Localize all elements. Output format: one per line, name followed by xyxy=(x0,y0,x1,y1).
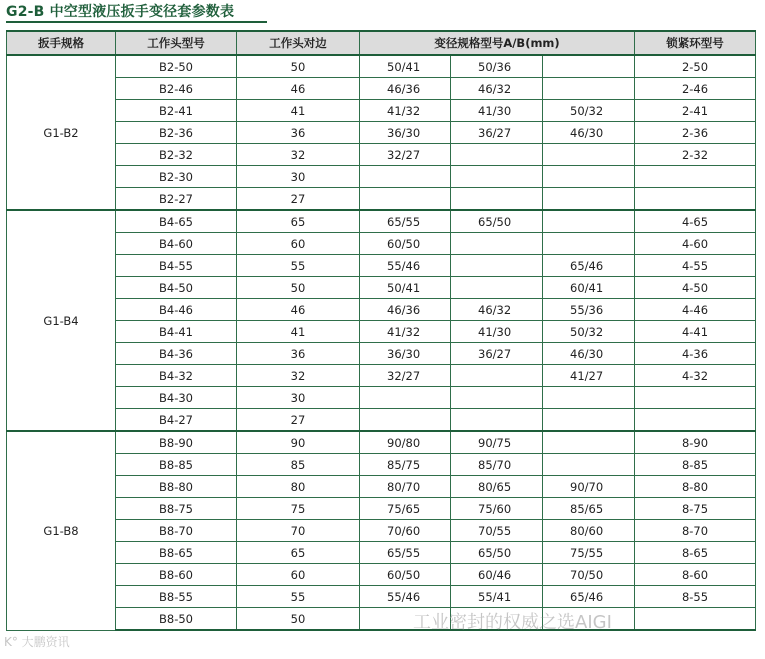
table-row xyxy=(7,188,756,211)
reducer-a-cell xyxy=(360,188,451,211)
reducer-b-cell: 70/55 xyxy=(451,520,543,542)
head-size-cell: 46 xyxy=(237,299,360,321)
spec-table xyxy=(6,30,756,631)
lock-ring-cell: 4-41 xyxy=(635,321,756,343)
reducer-c-cell: 60/41 xyxy=(543,277,635,299)
head-model-cell: B8-55 xyxy=(116,586,237,608)
reducer-a-cell: 85/75 xyxy=(360,454,451,476)
table-row xyxy=(7,520,756,542)
table-row xyxy=(7,564,756,586)
reducer-b-cell xyxy=(451,277,543,299)
head-size-cell: 41 xyxy=(237,100,360,122)
reducer-a-cell: 65/55 xyxy=(360,542,451,564)
table-row xyxy=(7,498,756,520)
lock-ring-cell xyxy=(635,188,756,211)
table-row xyxy=(7,542,756,564)
head-model-cell: B8-75 xyxy=(116,498,237,520)
head-model-cell: B4-36 xyxy=(116,343,237,365)
reducer-c-cell xyxy=(543,409,635,432)
reducer-b-cell: 65/50 xyxy=(451,210,543,233)
reducer-c-cell: 50/32 xyxy=(543,321,635,343)
lock-ring-cell xyxy=(635,608,756,631)
reducer-c-cell xyxy=(543,431,635,454)
table-row xyxy=(7,343,756,365)
reducer-b-cell: 41/30 xyxy=(451,100,543,122)
reducer-a-cell: 36/30 xyxy=(360,122,451,144)
table-header-row xyxy=(7,31,756,55)
reducer-b-cell: 75/60 xyxy=(451,498,543,520)
head-size-cell: 36 xyxy=(237,343,360,365)
head-size-cell: 80 xyxy=(237,476,360,498)
head-model-cell: B2-36 xyxy=(116,122,237,144)
lock-ring-cell xyxy=(635,166,756,188)
lock-ring-cell: 4-65 xyxy=(635,210,756,233)
reducer-a-cell: 55/46 xyxy=(360,255,451,277)
head-size-cell: 65 xyxy=(237,542,360,564)
reducer-c-cell xyxy=(543,188,635,211)
reducer-b-cell: 65/50 xyxy=(451,542,543,564)
lock-ring-cell: 8-60 xyxy=(635,564,756,586)
header-reducer-spec: 变径规格型号A/B(mm) xyxy=(360,31,635,55)
reducer-c-cell xyxy=(543,144,635,166)
reducer-b-cell xyxy=(451,233,543,255)
table-row xyxy=(7,365,756,387)
reducer-b-cell: 55/41 xyxy=(451,586,543,608)
lock-ring-cell: 4-46 xyxy=(635,299,756,321)
wrench-spec-cell: G1-B8 xyxy=(7,431,116,630)
table-row xyxy=(7,144,756,166)
lock-ring-cell: 2-41 xyxy=(635,100,756,122)
watermark-left: K° 大鹏资讯 xyxy=(4,635,70,649)
head-size-cell: 41 xyxy=(237,321,360,343)
head-model-cell: B2-32 xyxy=(116,144,237,166)
table-row xyxy=(7,122,756,144)
reducer-a-cell: 32/27 xyxy=(360,144,451,166)
table-row xyxy=(7,454,756,476)
head-model-cell: B4-60 xyxy=(116,233,237,255)
reducer-a-cell: 50/41 xyxy=(360,55,451,78)
reducer-a-cell: 55/46 xyxy=(360,586,451,608)
title-underline xyxy=(6,21,267,23)
reducer-c-cell: 55/36 xyxy=(543,299,635,321)
head-model-cell: B8-85 xyxy=(116,454,237,476)
reducer-c-cell: 85/65 xyxy=(543,498,635,520)
reducer-a-cell: 46/36 xyxy=(360,78,451,100)
head-model-cell: B4-30 xyxy=(116,387,237,409)
reducer-c-cell: 50/32 xyxy=(543,100,635,122)
reducer-b-cell: 50/36 xyxy=(451,55,543,78)
reducer-a-cell: 60/50 xyxy=(360,233,451,255)
head-model-cell: B2-41 xyxy=(116,100,237,122)
lock-ring-cell: 8-55 xyxy=(635,586,756,608)
reducer-c-cell xyxy=(543,55,635,78)
lock-ring-cell: 8-90 xyxy=(635,431,756,454)
lock-ring-cell: 8-75 xyxy=(635,498,756,520)
table-row xyxy=(7,586,756,608)
reducer-b-cell: 36/27 xyxy=(451,122,543,144)
reducer-a-cell: 65/55 xyxy=(360,210,451,233)
lock-ring-cell xyxy=(635,409,756,432)
head-model-cell: B2-46 xyxy=(116,78,237,100)
head-size-cell: 27 xyxy=(237,188,360,211)
reducer-b-cell: 41/30 xyxy=(451,321,543,343)
header-lock-ring: 锁紧环型号 xyxy=(635,31,756,55)
reducer-b-cell: 46/32 xyxy=(451,78,543,100)
reducer-c-cell xyxy=(543,210,635,233)
head-model-cell: B2-30 xyxy=(116,166,237,188)
lock-ring-cell: 4-60 xyxy=(635,233,756,255)
reducer-c-cell xyxy=(543,454,635,476)
table-row xyxy=(7,608,756,631)
table-row xyxy=(7,431,756,454)
head-model-cell: B8-80 xyxy=(116,476,237,498)
lock-ring-cell: 8-70 xyxy=(635,520,756,542)
head-size-cell: 50 xyxy=(237,55,360,78)
head-size-cell: 75 xyxy=(237,498,360,520)
reducer-a-cell xyxy=(360,409,451,432)
head-size-cell: 27 xyxy=(237,409,360,432)
reducer-a-cell xyxy=(360,387,451,409)
lock-ring-cell: 2-36 xyxy=(635,122,756,144)
head-model-cell: B8-70 xyxy=(116,520,237,542)
head-size-cell: 90 xyxy=(237,431,360,454)
lock-ring-cell: 8-65 xyxy=(635,542,756,564)
table-row xyxy=(7,210,756,233)
reducer-b-cell: 46/32 xyxy=(451,299,543,321)
head-model-cell: B2-50 xyxy=(116,55,237,78)
head-size-cell: 50 xyxy=(237,608,360,631)
lock-ring-cell: 4-50 xyxy=(635,277,756,299)
head-model-cell: B4-55 xyxy=(116,255,237,277)
head-size-cell: 55 xyxy=(237,586,360,608)
lock-ring-cell xyxy=(635,387,756,409)
head-size-cell: 60 xyxy=(237,564,360,586)
head-model-cell: B4-27 xyxy=(116,409,237,432)
head-model-cell: B8-50 xyxy=(116,608,237,631)
reducer-c-cell xyxy=(543,233,635,255)
reducer-c-cell: 90/70 xyxy=(543,476,635,498)
head-size-cell: 46 xyxy=(237,78,360,100)
lock-ring-cell: 4-55 xyxy=(635,255,756,277)
watermark-right: 工业密封的权威之选AIGI xyxy=(413,612,612,633)
head-size-cell: 30 xyxy=(237,166,360,188)
reducer-b-cell xyxy=(451,387,543,409)
table-row xyxy=(7,255,756,277)
reducer-a-cell: 46/36 xyxy=(360,299,451,321)
lock-ring-cell: 2-32 xyxy=(635,144,756,166)
table-row xyxy=(7,55,756,78)
reducer-a-cell: 80/70 xyxy=(360,476,451,498)
reducer-a-cell: 32/27 xyxy=(360,365,451,387)
head-model-cell: B8-60 xyxy=(116,564,237,586)
reducer-b-cell xyxy=(451,166,543,188)
lock-ring-cell: 4-36 xyxy=(635,343,756,365)
reducer-a-cell: 75/65 xyxy=(360,498,451,520)
reducer-b-cell xyxy=(451,255,543,277)
lock-ring-cell: 8-80 xyxy=(635,476,756,498)
head-model-cell: B4-32 xyxy=(116,365,237,387)
page-title: G2-B 中空型液压扳手变径套参数表 xyxy=(6,4,235,20)
reducer-b-cell: 60/46 xyxy=(451,564,543,586)
reducer-a-cell: 36/30 xyxy=(360,343,451,365)
head-model-cell: B4-41 xyxy=(116,321,237,343)
table-row xyxy=(7,476,756,498)
reducer-b-cell: 80/65 xyxy=(451,476,543,498)
reducer-b-cell: 90/75 xyxy=(451,431,543,454)
reducer-c-cell: 65/46 xyxy=(543,255,635,277)
reducer-c-cell: 41/27 xyxy=(543,365,635,387)
table-row xyxy=(7,387,756,409)
head-size-cell: 50 xyxy=(237,277,360,299)
header-wrench-spec: 扳手规格 xyxy=(7,31,116,55)
reducer-a-cell: 50/41 xyxy=(360,277,451,299)
head-model-cell: B8-90 xyxy=(116,431,237,454)
reducer-a-cell: 41/32 xyxy=(360,100,451,122)
table-row xyxy=(7,299,756,321)
header-head-model: 工作头型号 xyxy=(116,31,237,55)
head-model-cell: B4-50 xyxy=(116,277,237,299)
head-model-cell: B2-27 xyxy=(116,188,237,211)
header-head-size: 工作头对边 xyxy=(237,31,360,55)
reducer-c-cell: 80/60 xyxy=(543,520,635,542)
table-row xyxy=(7,78,756,100)
table-row xyxy=(7,409,756,432)
head-size-cell: 30 xyxy=(237,387,360,409)
reducer-c-cell: 65/46 xyxy=(543,586,635,608)
reducer-b-cell xyxy=(451,188,543,211)
head-model-cell: B4-46 xyxy=(116,299,237,321)
table-row xyxy=(7,166,756,188)
reducer-b-cell xyxy=(451,365,543,387)
reducer-b-cell: 36/27 xyxy=(451,343,543,365)
reducer-c-cell xyxy=(543,78,635,100)
reducer-a-cell: 70/60 xyxy=(360,520,451,542)
reducer-c-cell: 70/50 xyxy=(543,564,635,586)
reducer-b-cell: 85/70 xyxy=(451,454,543,476)
table-row xyxy=(7,277,756,299)
head-size-cell: 60 xyxy=(237,233,360,255)
table-body xyxy=(7,55,756,630)
reducer-a-cell xyxy=(360,166,451,188)
reducer-c-cell: 46/30 xyxy=(543,122,635,144)
head-size-cell: 36 xyxy=(237,122,360,144)
table-row xyxy=(7,233,756,255)
reducer-b-cell xyxy=(451,409,543,432)
reducer-a-cell: 60/50 xyxy=(360,564,451,586)
head-size-cell: 32 xyxy=(237,365,360,387)
reducer-a-cell: 90/80 xyxy=(360,431,451,454)
head-size-cell: 32 xyxy=(237,144,360,166)
head-size-cell: 65 xyxy=(237,210,360,233)
head-model-cell: B8-65 xyxy=(116,542,237,564)
lock-ring-cell: 2-46 xyxy=(635,78,756,100)
table-row xyxy=(7,321,756,343)
reducer-c-cell xyxy=(543,166,635,188)
lock-ring-cell: 4-32 xyxy=(635,365,756,387)
lock-ring-cell: 8-85 xyxy=(635,454,756,476)
table-row xyxy=(7,100,756,122)
head-size-cell: 55 xyxy=(237,255,360,277)
reducer-c-cell: 75/55 xyxy=(543,542,635,564)
reducer-b-cell xyxy=(451,144,543,166)
wrench-spec-cell: G1-B4 xyxy=(7,210,116,431)
reducer-a-cell: 41/32 xyxy=(360,321,451,343)
head-model-cell: B4-65 xyxy=(116,210,237,233)
head-size-cell: 70 xyxy=(237,520,360,542)
wrench-spec-cell: G1-B2 xyxy=(7,55,116,210)
lock-ring-cell: 2-50 xyxy=(635,55,756,78)
head-size-cell: 85 xyxy=(237,454,360,476)
reducer-c-cell xyxy=(543,387,635,409)
reducer-c-cell: 46/30 xyxy=(543,343,635,365)
